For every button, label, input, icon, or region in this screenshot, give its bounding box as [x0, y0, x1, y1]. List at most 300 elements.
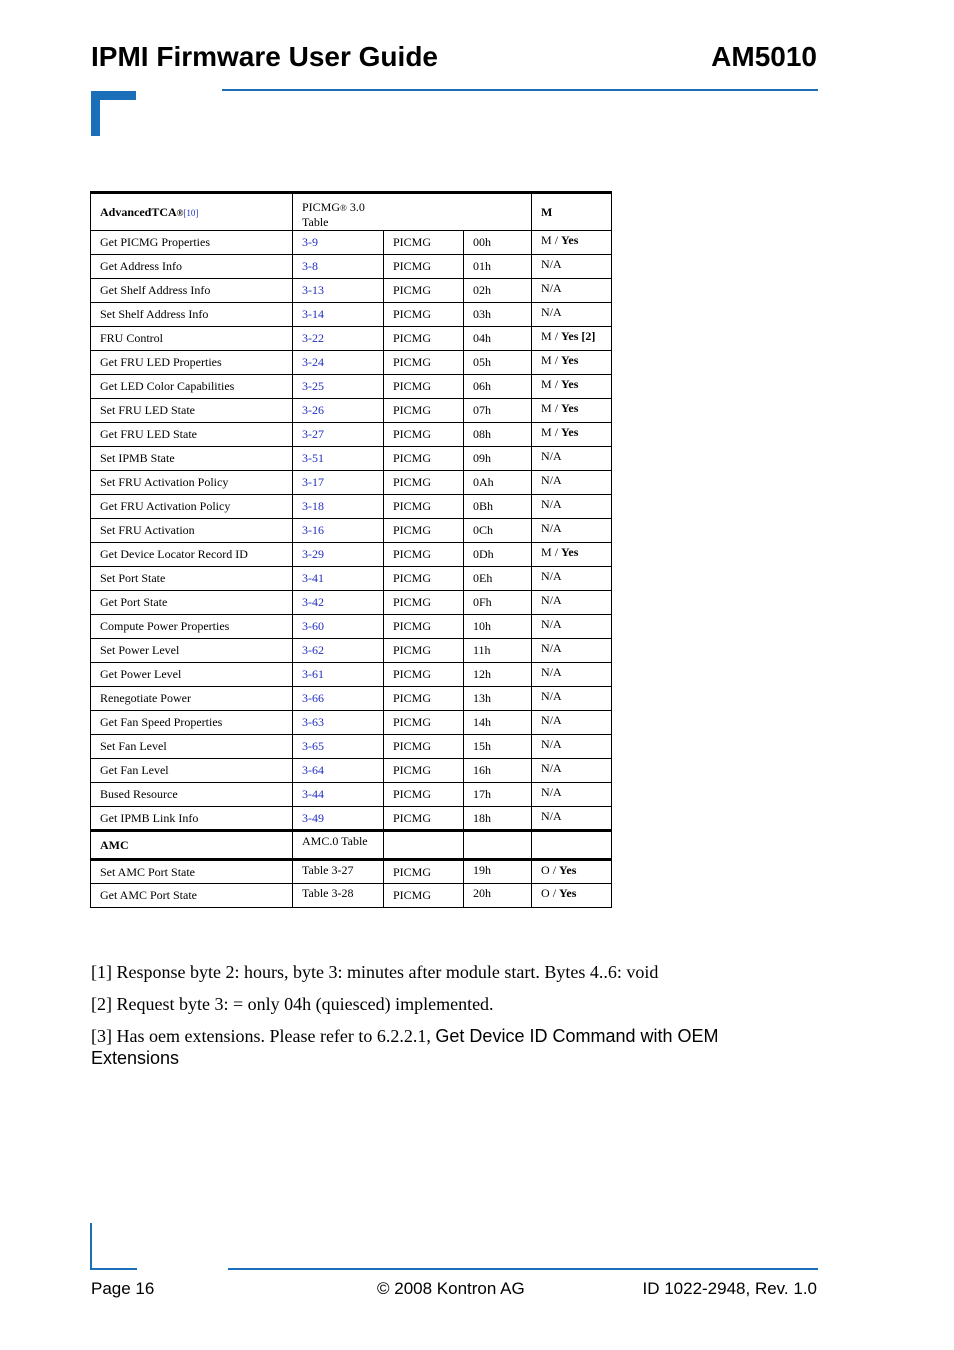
- requirement: N/A: [541, 569, 562, 583]
- command-name: Set AMC Port State: [100, 864, 196, 879]
- command-name: Set Shelf Address Info: [100, 307, 209, 321]
- table-reference-link[interactable]: 3-66: [302, 691, 324, 705]
- table-ref-cell: [293, 471, 384, 495]
- netfn-cell: [384, 687, 464, 711]
- requirement-cell: [532, 471, 612, 495]
- cmd-cell: [464, 884, 532, 908]
- table-ref-cell: [293, 375, 384, 399]
- table-row: [91, 399, 612, 423]
- document-title: IPMI Firmware User Guide: [91, 41, 438, 72]
- table-row: [91, 519, 612, 543]
- netfn: PICMG: [393, 451, 432, 465]
- command-name: Renegotiate Power: [100, 691, 191, 705]
- section-name-cell: [91, 831, 293, 860]
- requirement: N/A: [541, 641, 562, 655]
- cmd-cell: [464, 783, 532, 807]
- table-row: [91, 615, 612, 639]
- command-name: Get LED Color Capabilities: [100, 379, 235, 393]
- command-name: Set Port State: [100, 571, 166, 585]
- cmd-cell: [464, 519, 532, 543]
- table-reference-link[interactable]: 3-65: [302, 739, 324, 753]
- netfn: PICMG: [393, 547, 432, 561]
- table-ref-cell: [293, 860, 384, 884]
- requirement: N/A: [541, 785, 562, 799]
- requirement: N/A: [541, 665, 562, 679]
- section-header-advancedtca: [91, 193, 612, 231]
- command-code: 07h: [473, 403, 491, 417]
- spec-table-label: Table: [302, 215, 329, 229]
- requirement-cell: [532, 884, 612, 908]
- netfn-cell: [384, 591, 464, 615]
- netfn-cell: [384, 519, 464, 543]
- cmd-cell: [464, 639, 532, 663]
- netfn-cell: [384, 735, 464, 759]
- command-code: 13h: [473, 691, 491, 705]
- requirement: M: [541, 401, 552, 415]
- requirement-cell: [532, 423, 612, 447]
- requirement: O: [541, 886, 550, 900]
- netfn: PICMG: [393, 763, 432, 777]
- requirement: N/A: [541, 593, 562, 607]
- table-reference-link[interactable]: 3-8: [302, 259, 318, 273]
- table-ref-cell: [293, 663, 384, 687]
- table-ref-cell: [293, 759, 384, 783]
- table-ref-cell: [293, 447, 384, 471]
- cmd-cell: [464, 471, 532, 495]
- requirement-cell: [532, 567, 612, 591]
- requirement-support: Yes: [561, 401, 579, 415]
- netfn: PICMG: [393, 499, 432, 513]
- footer-rule: [228, 1268, 818, 1270]
- table-row: [91, 711, 612, 735]
- cmd-cell: [464, 860, 532, 884]
- requirement-support: Yes: [559, 863, 577, 877]
- footnote-2: [2] Request byte 3: = only 04h (quiesced) implemented.: [91, 994, 494, 1014]
- requirement: N/A: [541, 689, 562, 703]
- command-code: 11h: [473, 643, 491, 657]
- netfn-cell: [384, 399, 464, 423]
- command-code: 09h: [473, 451, 491, 465]
- requirement-support: Yes: [561, 329, 579, 343]
- footnote-3: [91, 1025, 811, 1069]
- netfn: PICMG: [393, 235, 432, 249]
- netfn: PICMG: [393, 715, 432, 729]
- table-reference-link[interactable]: 3-62: [302, 643, 324, 657]
- requirement-cell: [532, 255, 612, 279]
- command-cell: [91, 860, 293, 884]
- requirement: M: [541, 329, 552, 343]
- command-table-body: [91, 193, 612, 831]
- command-code: 00h: [473, 235, 491, 249]
- command-code: 0Fh: [473, 595, 492, 609]
- command-name: Get FRU LED Properties: [100, 355, 222, 369]
- requirement: N/A: [541, 713, 562, 727]
- netfn: PICMG: [393, 864, 432, 879]
- command-cell: [91, 399, 293, 423]
- cmd-cell: [464, 711, 532, 735]
- table-reference-link[interactable]: 3-17: [302, 475, 324, 489]
- table-ref-cell: [293, 495, 384, 519]
- command-code: 16h: [473, 763, 491, 777]
- command-name: Get Device Locator Record ID: [100, 547, 248, 561]
- requirement-cell: [532, 375, 612, 399]
- table-reference-link[interactable]: 3-29: [302, 547, 324, 561]
- netfn-cell: [384, 495, 464, 519]
- requirement-cell: [532, 735, 612, 759]
- requirement: N/A: [541, 473, 562, 487]
- cmd-cell: [464, 423, 532, 447]
- table-ref-cell: [293, 423, 384, 447]
- netfn: PICMG: [393, 643, 432, 657]
- command-name: Get Fan Speed Properties: [100, 715, 223, 729]
- footnote-3-text: [3] Has oem extensions. Please refer to 6.2.2.1,: [91, 1026, 436, 1046]
- table-ref-cell: [293, 639, 384, 663]
- table-row: [91, 471, 612, 495]
- command-code: 0Dh: [473, 547, 494, 561]
- command-name: FRU Control: [100, 331, 164, 345]
- netfn-cell: [384, 231, 464, 255]
- command-cell: [91, 279, 293, 303]
- netfn: PICMG: [393, 810, 432, 825]
- requirement-cell: [532, 807, 612, 831]
- cmd-cell: [464, 279, 532, 303]
- command-cell: [91, 567, 293, 591]
- command-name: Get AMC Port State: [100, 888, 198, 902]
- empty-cell: [464, 831, 532, 860]
- netfn-cell: [384, 884, 464, 908]
- requirement-cell: [532, 860, 612, 884]
- netfn: PICMG: [393, 355, 432, 369]
- empty-cell: [384, 831, 464, 860]
- table-reference-link[interactable]: 3-16: [302, 523, 324, 537]
- netfn-cell: [384, 639, 464, 663]
- netfn-cell: [384, 303, 464, 327]
- netfn-cell: [384, 663, 464, 687]
- cmd-cell: [464, 255, 532, 279]
- command-name: Set IPMB State: [100, 451, 175, 465]
- requirement-cell: [532, 759, 612, 783]
- cmd-cell: [464, 231, 532, 255]
- netfn: PICMG: [393, 571, 432, 585]
- table-row: [91, 860, 612, 884]
- table-reference-link[interactable]: 3-51: [302, 451, 324, 465]
- table-reference-link[interactable]: 3-42: [302, 595, 324, 609]
- requirement-cell: [532, 399, 612, 423]
- spec-registered-mark: ®: [340, 203, 347, 213]
- table-row: [91, 735, 612, 759]
- table-reference-link[interactable]: 3-61: [302, 667, 324, 681]
- command-cell: [91, 303, 293, 327]
- command-name: Get Power Level: [100, 667, 182, 681]
- requirement-separator: /: [551, 425, 562, 439]
- command-code: 0Bh: [473, 499, 494, 513]
- command-name: Get IPMB Link Info: [100, 810, 199, 825]
- table-row: [91, 255, 612, 279]
- command-cell: [91, 591, 293, 615]
- table-ref-cell: [293, 327, 384, 351]
- requirement-note: [2]: [578, 329, 596, 343]
- table-ref-cell: [293, 807, 384, 831]
- command-code: 20h: [473, 886, 491, 900]
- requirement-cell: [532, 615, 612, 639]
- table-row: [91, 759, 612, 783]
- table-ref-cell: [293, 399, 384, 423]
- netfn-cell: [384, 351, 464, 375]
- netfn: PICMG: [393, 283, 432, 297]
- table-ref-cell: [293, 567, 384, 591]
- command-code: 0Ah: [473, 475, 494, 489]
- netfn-cell: [384, 471, 464, 495]
- requirement-cell: [532, 543, 612, 567]
- cmd-cell: [464, 327, 532, 351]
- table-reference-link[interactable]: 3-18: [302, 499, 324, 513]
- table-reference-link[interactable]: 3-49: [302, 810, 324, 825]
- requirement-support: Yes: [561, 353, 579, 367]
- requirement-cell: [532, 783, 612, 807]
- command-code: 0Ch: [473, 523, 494, 537]
- footnote-1: [1] Response byte 2: hours, byte 3: minutes after module start. Bytes 4..6: void: [91, 962, 659, 982]
- command-cell: [91, 519, 293, 543]
- page-number: Page 16: [91, 1279, 155, 1298]
- table-reference-link[interactable]: 3-64: [302, 763, 324, 777]
- cmd-cell: [464, 375, 532, 399]
- cmd-cell: [464, 447, 532, 471]
- table-reference-link[interactable]: 3-25: [302, 379, 324, 393]
- spec-version: 3.0: [346, 200, 365, 214]
- copyright: © 2008 Kontron AG: [377, 1279, 525, 1298]
- empty-cell: [532, 831, 612, 860]
- netfn-cell: [384, 783, 464, 807]
- command-code: 05h: [473, 355, 491, 369]
- command-code: 18h: [473, 810, 491, 825]
- command-code: 06h: [473, 379, 491, 393]
- requirement-separator: /: [551, 377, 562, 391]
- section-req-cell: [532, 193, 612, 231]
- requirement: M: [541, 425, 552, 439]
- table-row: [91, 543, 612, 567]
- command-cell: [91, 687, 293, 711]
- requirement: M: [541, 545, 552, 559]
- requirement-cell: [532, 303, 612, 327]
- netfn: PICMG: [393, 691, 432, 705]
- command-name: Set FRU Activation: [100, 523, 195, 537]
- table-ref-cell: [293, 591, 384, 615]
- requirement: N/A: [541, 809, 562, 823]
- cmd-cell: [464, 615, 532, 639]
- requirement-cell: [532, 447, 612, 471]
- command-cell: [91, 327, 293, 351]
- command-cell: [91, 447, 293, 471]
- command-code: 03h: [473, 307, 491, 321]
- section-spec-cell: [293, 831, 384, 860]
- corner-mark-vertical: [91, 91, 100, 136]
- command-cell: [91, 543, 293, 567]
- requirement-cell: [532, 279, 612, 303]
- table-row: [91, 807, 612, 831]
- command-cell: [91, 375, 293, 399]
- section-header-amc: [91, 831, 612, 860]
- amc-table-body: [91, 831, 612, 908]
- requirement-cell: [532, 231, 612, 255]
- table-ref-cell: [293, 543, 384, 567]
- command-cell: [91, 615, 293, 639]
- netfn: PICMG: [393, 427, 432, 441]
- table-ref-cell: [293, 687, 384, 711]
- netfn: PICMG: [393, 787, 432, 801]
- netfn-cell: [384, 711, 464, 735]
- requirement-support: Yes: [561, 545, 579, 559]
- command-table: [90, 191, 612, 908]
- product-name: AM5010: [711, 41, 817, 72]
- section-name: AMC: [100, 837, 129, 852]
- section-name: AdvancedTCA: [100, 204, 177, 219]
- requirement: N/A: [541, 281, 562, 295]
- table-reference-link[interactable]: 3-14: [302, 307, 324, 321]
- netfn-cell: [384, 807, 464, 831]
- requirement-separator: /: [549, 863, 560, 877]
- command-name: Set FRU Activation Policy: [100, 475, 229, 489]
- command-name: Get Fan Level: [100, 763, 169, 777]
- command-code: 12h: [473, 667, 491, 681]
- table-reference-link[interactable]: 3-9: [302, 235, 318, 249]
- table-ref-cell: [293, 783, 384, 807]
- command-code: 04h: [473, 331, 491, 345]
- table-reference-link[interactable]: 3-26: [302, 403, 324, 417]
- reference-link[interactable]: [10]: [183, 207, 199, 218]
- netfn: PICMG: [393, 888, 432, 902]
- spec-name: PICMG: [302, 200, 341, 214]
- netfn-cell: [384, 860, 464, 884]
- table-reference-link[interactable]: 3-44: [302, 787, 324, 801]
- command-cell: [91, 255, 293, 279]
- command-name: Get FRU Activation Policy: [100, 499, 231, 513]
- registered-mark: ®: [176, 207, 184, 218]
- netfn-cell: [384, 375, 464, 399]
- table-ref-cell: [293, 884, 384, 908]
- command-cell: [91, 735, 293, 759]
- requirement-cell: [532, 639, 612, 663]
- table-row: [91, 783, 612, 807]
- requirement-support: Yes: [561, 377, 579, 391]
- requirement: M: [541, 353, 552, 367]
- command-cell: [91, 231, 293, 255]
- table-row: [91, 423, 612, 447]
- netfn: PICMG: [393, 379, 432, 393]
- table-row: [91, 591, 612, 615]
- requirement-separator: /: [551, 233, 562, 247]
- netfn-cell: [384, 423, 464, 447]
- command-name: Get PICMG Properties: [100, 235, 210, 249]
- table-reference-link[interactable]: 3-24: [302, 355, 324, 369]
- netfn: PICMG: [393, 667, 432, 681]
- table-row: [91, 663, 612, 687]
- document-id: ID 1022-2948, Rev. 1.0: [642, 1279, 817, 1298]
- command-cell: [91, 759, 293, 783]
- command-code: 02h: [473, 283, 491, 297]
- command-name: Set Power Level: [100, 643, 180, 657]
- cmd-cell: [464, 687, 532, 711]
- header-rule: [222, 89, 818, 91]
- requirement-cell: [532, 351, 612, 375]
- table-ref-cell: [293, 519, 384, 543]
- netfn: PICMG: [393, 619, 432, 633]
- table-row: [91, 375, 612, 399]
- requirement-cell: [532, 687, 612, 711]
- table-reference-link[interactable]: 3-27: [302, 427, 324, 441]
- command-code: 10h: [473, 619, 491, 633]
- table-row: [91, 447, 612, 471]
- footnote-3-link[interactable]: Get Device ID Command with OEM Extensions: [91, 1026, 719, 1068]
- command-name: Set Fan Level: [100, 739, 167, 753]
- table-reference-link[interactable]: 3-63: [302, 715, 324, 729]
- cmd-cell: [464, 303, 532, 327]
- command-code: 14h: [473, 715, 491, 729]
- command-cell: [91, 351, 293, 375]
- requirement: M: [541, 377, 552, 391]
- table-row: [91, 279, 612, 303]
- netfn-cell: [384, 615, 464, 639]
- requirement: N/A: [541, 449, 562, 463]
- cmd-cell: [464, 399, 532, 423]
- table-ref-cell: [293, 735, 384, 759]
- command-name: Get Address Info: [100, 259, 182, 273]
- requirement: N/A: [541, 617, 562, 631]
- command-cell: [91, 711, 293, 735]
- cmd-cell: [464, 591, 532, 615]
- table-row: [91, 639, 612, 663]
- cmd-cell: [464, 759, 532, 783]
- table-reference-link[interactable]: 3-60: [302, 619, 324, 633]
- requirement: N/A: [541, 497, 562, 511]
- table-row: [91, 687, 612, 711]
- table-ref-cell: [293, 255, 384, 279]
- requirement: N/A: [541, 737, 562, 751]
- requirement-support: Yes: [561, 233, 579, 247]
- table-reference-link[interactable]: 3-41: [302, 571, 324, 585]
- requirement: N/A: [541, 257, 562, 271]
- footer-corner-rule: [90, 1268, 137, 1270]
- table-ref-cell: [293, 711, 384, 735]
- requirement-separator: /: [551, 401, 562, 415]
- cmd-cell: [464, 663, 532, 687]
- requirement-separator: /: [551, 545, 562, 559]
- table-reference: Table 3-28: [302, 886, 354, 900]
- table-reference-link[interactable]: 3-13: [302, 283, 324, 297]
- command-cell: [91, 423, 293, 447]
- requirement: O: [541, 863, 550, 877]
- table-ref-cell: [293, 303, 384, 327]
- spec-name: AMC.0 Table: [302, 834, 368, 848]
- table-reference-link[interactable]: 3-22: [302, 331, 324, 345]
- section-req: M: [541, 204, 553, 219]
- requirement-cell: [532, 327, 612, 351]
- command-code: 19h: [473, 863, 491, 877]
- cmd-cell: [464, 567, 532, 591]
- command-code: 15h: [473, 739, 491, 753]
- command-cell: [91, 884, 293, 908]
- table-ref-cell: [293, 351, 384, 375]
- netfn: PICMG: [393, 739, 432, 753]
- netfn: PICMG: [393, 475, 432, 489]
- cmd-cell: [464, 495, 532, 519]
- cmd-cell: [464, 543, 532, 567]
- command-cell: [91, 663, 293, 687]
- requirement-separator: /: [551, 353, 562, 367]
- requirement-cell: [532, 711, 612, 735]
- netfn: PICMG: [393, 307, 432, 321]
- command-code: 17h: [473, 787, 491, 801]
- command-cell: [91, 471, 293, 495]
